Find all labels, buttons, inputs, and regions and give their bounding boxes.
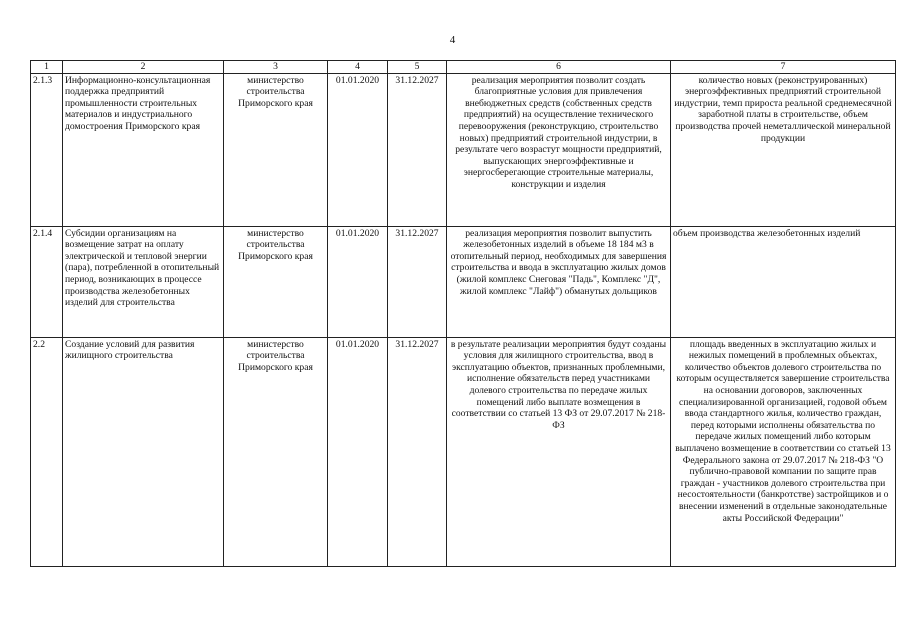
table-row xyxy=(31,73,896,226)
row-executor: министерство строительства Приморского края xyxy=(224,226,328,337)
header-col-3: 3 xyxy=(224,61,328,74)
row-name: Информационно-консультационная поддержка предприятий промышленности строительных материалов и индустриального домостроения Приморского края xyxy=(63,73,224,226)
row-code: 2.1.3 xyxy=(31,73,63,226)
row-end-date: 31.12.2027 xyxy=(388,73,447,226)
table-header-row xyxy=(31,61,896,74)
header-col-5: 5 xyxy=(388,61,447,74)
row-result: реализация мероприятия позволит выпустить железобетонных изделий в объеме 18 184 м3 в отопительный период, необходимых для завершения строительства и ввода в эксплуатацию жилых домов (жилой комплекс Снеговая "Падь", Комплекс "Д", жилой комплекс "Лайф") обманутых дольщиков xyxy=(447,226,671,337)
row-name: Субсидии организациям на возмещение затрат на оплату электрической и тепловой энергии (пара), потребленной в отопительный период, возникающих в процессе производства железобетонных изделий для строительства xyxy=(63,226,224,337)
row-result: в результате реализации мероприятия будут созданы условия для жилищного строительства, ввод в эксплуатацию объектов, признанных проблемными, исполнение обязательств перед участниками долевого строительства по передаче жилых помещений либо выплате возмещения в соответствии со статьей 13 ФЗ от 29.07.2017 № 218-ФЗ xyxy=(447,337,671,566)
header-col-7: 7 xyxy=(671,61,896,74)
header-col-6: 6 xyxy=(447,61,671,74)
row-name: Создание условий для развития жилищного строительства xyxy=(63,337,224,566)
header-col-1: 1 xyxy=(31,61,63,74)
program-table xyxy=(30,60,896,567)
row-end-date: 31.12.2027 xyxy=(388,337,447,566)
row-code: 2.1.4 xyxy=(31,226,63,337)
page-number: 4 xyxy=(449,34,456,46)
table-row xyxy=(31,337,896,566)
row-result: реализация мероприятия позволит создать благоприятные условия для привлечения внебюджетных средств (собственных средств предприятий) на осуществление технического перевооружения (реконструкцию, строительство новых) предприятий строительной индустрии, в результате чего возрастут мощности предприятий, выпускающих энергоэффективные и энергосберегающие строительные материалы, конструкции и изделия xyxy=(447,73,671,226)
row-executor: министерство строительства Приморского края xyxy=(224,73,328,226)
row-code: 2.2 xyxy=(31,337,63,566)
row-start-date: 01.01.2020 xyxy=(328,337,388,566)
header-col-2: 2 xyxy=(63,61,224,74)
row-indicator: площадь введенных в эксплуатацию жилых и нежилых помещений в проблемных объектах, количество объектов долевого строительства по которым осуществляется завершение строительства на основании договоров, заключенных специализированной организацией, годовой объем ввода стандартного жилья, количество граждан, перед которыми исполнены обязательства по передаче жилых помещений либо которым выплачено возмещение в соответствии со статьей 13 Федерального закона от 29.07.2017 № 218-ФЗ "О публично-правовой компании по защите прав граждан - участников долевого строительства при несостоятельности (банкротстве) застройщиков и о внесении изменений в отдельные законодательные акты Российской Федерации" xyxy=(671,337,896,566)
table-row xyxy=(31,226,896,337)
header-col-4: 4 xyxy=(328,61,388,74)
row-indicator: количество новых (реконструированных) энергоэффективных предприятий строительной индустрии, темп прироста реальной среднемесячной заработной платы в строительстве, объем производства прочей неметаллической минеральной продукции xyxy=(671,73,896,226)
row-end-date: 31.12.2027 xyxy=(388,226,447,337)
row-executor: министерство строительства Приморского края xyxy=(224,337,328,566)
row-indicator: объем производства железобетонных изделий xyxy=(671,226,896,337)
row-start-date: 01.01.2020 xyxy=(328,73,388,226)
row-start-date: 01.01.2020 xyxy=(328,226,388,337)
